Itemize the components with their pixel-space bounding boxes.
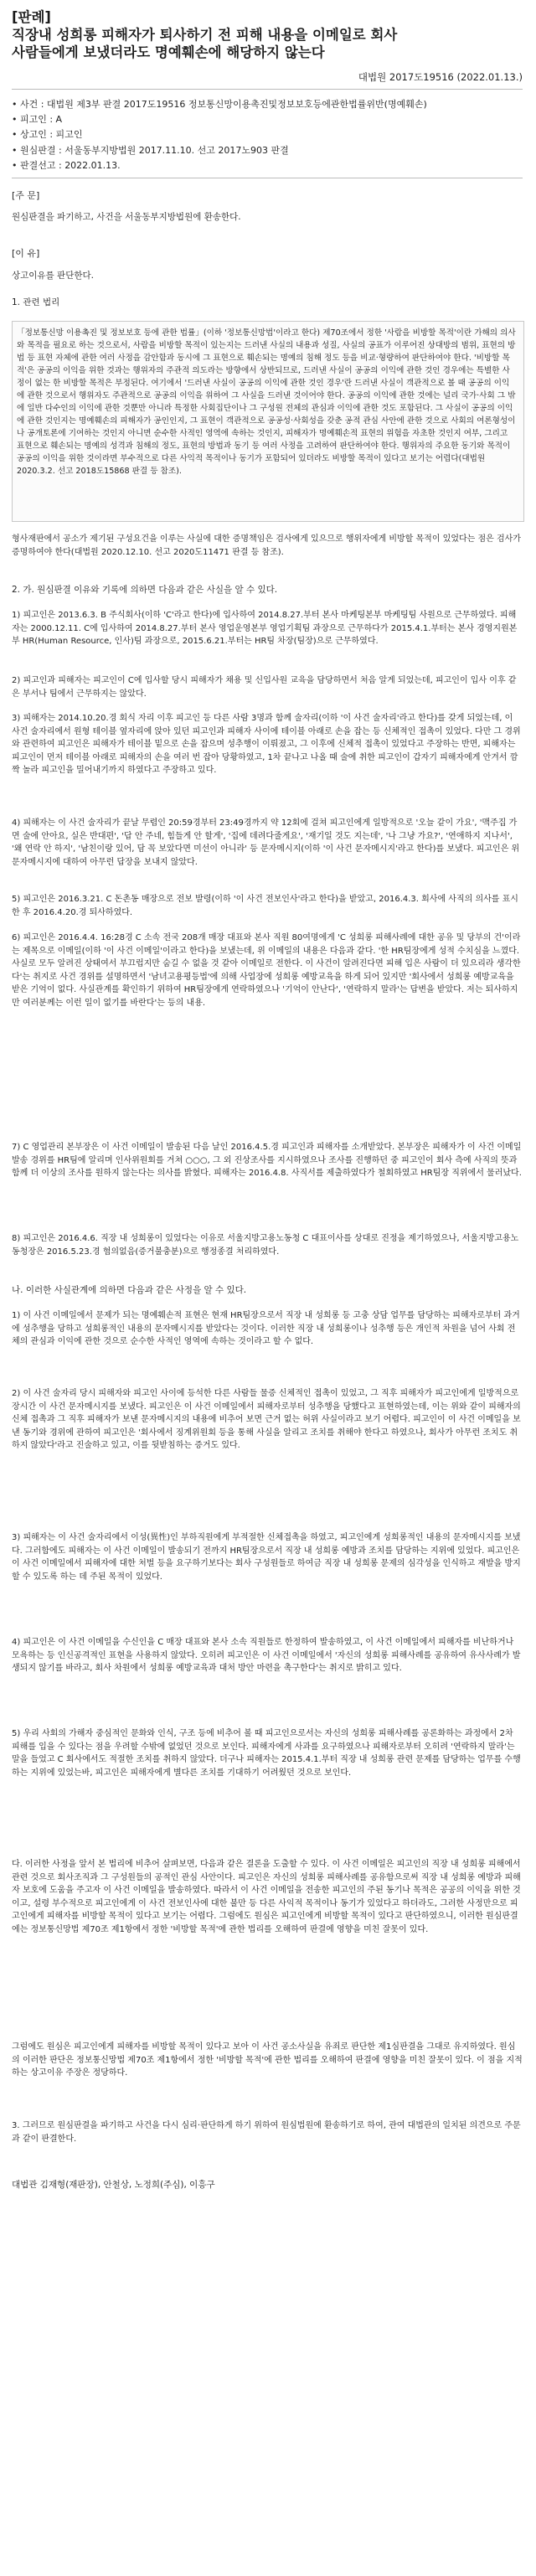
conclusion-paragraph: 그럼에도 원심은 피고인에게 피해자를 비방할 목적이 있다고 보아 이 사건 공소사실을 유죄로 판단한 제1심판결을 그대로 유지하였다. 원심의 이러한 판단은 정보통신망법 제70조 제1항에서 정한 '비방할 목적'에 관한 법리를 오해하여 판결에 영향을 미친 잘못이 있다. 이 점을 지적하는 상고이유 주장은 정당하다. xyxy=(12,2042,523,2078)
document-header xyxy=(12,8,506,61)
case-info-item: • 상고인 : 피고인 xyxy=(12,129,83,141)
final-order-paragraph: 3. 그러므로 원심판결을 파기하고 사건을 다시 심리·판단하게 하기 위하여 원심법원에 환송하기로 하여, 관여 대법관의 일치된 의견으로 주문과 같이 판결한다. xyxy=(12,2121,521,2144)
case-info-item: • 판결선고 : 2022.01.13. xyxy=(12,159,121,171)
quoted-law-text: 「정보통신망 이용촉진 및 정보보호 등에 관한 법률」(이하 '정보통신망법'이라고 한다) 제70조에서 정한 '사람을 비방할 목적'이란 가해의 의사와 목적을 필요로 하는 것으로서, 사람을 비방할 목적이 있는지는 드러낸 사실의 내용과 성질, 사실의 공표가 이루어진 상대방의 범위, 표현의 방법 등 표현 자체에 관한 여러 사정을 감안함과 동시에 그 표현으로 훼손되는 명예의 침해 정도 등을 비교·형량하여 판단하여야 한다. '비방할 목적'은 공공의 이익을 위한 것과는 행위자의 주관적 의도라는 방향에서 상반되므로, 드러낸 사실이 공공의 이익에 관한 것인 경우에는 특별한 사정이 없는 한 비방할 목적은 부정된다. 여기에서 '드러낸 사실이 공공의 이익에 관한 것인 경우'란 드러낸 사실이 객관적으로 볼 때 공공의 이익에 관한 것으로서 행위자도 주관적으로 공공의 이익을 위하여 그 사실을 드러낸 것이어야 한다. 공공의 이익에 관한 것에는 널리 국가·사회 그 밖에 일반 다수인의 이익에 관한 것뿐만 아니라 특정한 사회집단이나 그 구성원 전체의 관심과 이익에 관한 것도 포함된다. 그 사실이 공공의 이익에 관한 것인지는 명예훼손의 피해자가 공인인지, 그 표현이 객관적으로 공공성·사회성을 갖춘 공적 관심 사안에 관한 것으로 사회의 여론형성이나 공개토론에 기여하는 것인지 아니면 순수한 사적인 영역에 속하는 것인지, 피해자가 명예훼손적 표현의 위험을 자초한 것인지 여부, 그리고 표현으로 훼손되는 명예의 성격과 침해의 정도, 표현의 방법과 동기 등 여러 사정을 고려하여 판단하여야 한다. 행위자의 주요한 동기와 목적이 공공의 이익을 위한 것이라면 부수적으로 다른 사익적 목적이나 동기가 포함되어 있더라도 비방할 목적이 있다고 보기는 어렵다(대법원 2020.3.2. 선고 2018도15868 판결 등 참조). xyxy=(17,328,516,476)
case-info-list xyxy=(12,97,523,173)
fact-paragraph: 4) 피해자는 이 사건 술자리가 끝날 무렵인 20:59경부터 23:49경까지 약 12회에 걸쳐 피고인에게 일방적으로 '오늘 같이 가요', '맥주집 가면 술에 안아요, 실은 반대편', '답 안 주네, 힘들게 안 할게', '집에 데려다줄게요', '재기일 것도 지는데', '나 그냥 가요?', '연애하지 지나서', '왜 연락 안 하지', '남친이랑 있어, 담 꼭 보았다면 미선이 아니라' 등 문자메시지(이하 '이 사건 문자메시지'라고 한다)를 보냈다. 피고인은 위 문자메시지에 대하여 아무런 답장을 보내지 않았다. xyxy=(12,818,520,867)
page-title xyxy=(12,8,506,61)
reasons-intro: 상고이유를 판단한다. xyxy=(12,271,94,281)
holding-text: 원심판결을 파기하고, 사건을 서울동부지방법원에 환송한다. xyxy=(12,212,241,222)
case-info-item: • 원심판결 : 서울동부지방법원 2017.11.10. 선고 2017노903 판결 xyxy=(12,144,289,156)
reasons-heading: [이 유] xyxy=(12,248,40,259)
conclusion-paragraph: 다. 이러한 사정을 앞서 본 법리에 비추어 살펴보면, 다음과 같은 결론을 도출할 수 있다. 이 사건 이메일은 피고인의 직장 내 성희롱 피해에서 관련 것으로 회사조직과 그 구성원들의 공적인 관심 사안이다. 피고인은 자신의 성희롱 피해사례를 공유함으로써 직장 내 성희롱 예방과 피해자 보호에 도움을 주고자 이 사건 이메일을 발송하였다. 따라서 이 사건 이메일을 전송한 피고인의 주된 동기나 목적은 공공의 이익을 위한 것이고, 설령 부수적으로 피고인에게 이 사건 전보인사에 대한 불만 등 다른 사익적 목적이나 동기가 있었다고 하더라도, 그러한 사정만으로 피고인에게 피해자를 비방할 목적이 있다고 보기는 어렵다. 그럼에도 원심은 피고인에게 비방할 목적이 있다고 판단하였으니, 이러한 원심판결에는 정보통신망법 제70조 제1항에서 정한 '비방할 목적'에 관한 법리를 오해하여 판결에 영향을 미친 잘못이 있다. xyxy=(12,1860,521,1934)
section-1-title: 1. 관련 법리 xyxy=(12,297,60,307)
circumstance-paragraph: 5) 우리 사회의 가해자 중심적인 문화와 인식, 구조 등에 비추어 볼 때 피고인으로서는 자신의 성희롱 피해사례를 공론화하는 과정에서 2차 피해를 입을 수 있다는 점을 우려할 수밖에 없었던 것으로 보인다. 피해자에게 사과를 요구하였으나 피해자로부터 오히려 '연락하지 말라'는 말을 들었고 C 회사에서도 적절한 조치를 취하지 않았다. 더구나 피해자는 2015.4.1.부터 직장 내 성희롱 관련 문제를 담당하는 업무를 수행하는 지위에 있었는바, 피고인은 피해자에게 별다른 조치를 기대하기 어려웠던 것으로 보인다. xyxy=(12,1729,521,1778)
fact-paragraph: 7) C 영업관리 본부장은 이 사건 이메일이 발송된 다음 날인 2016.4.5.경 피고인과 피해자를 소개받았다. 본부장은 피해자가 이 사건 이메일 발송 경위를 HR팀에 알리며 인사위원회를 거쳐 ○○○, 그 외 진상조사를 지시하였으나 조사를 진행하던 중 피고인이 회사 측에 사직의 뜻과 함께 더 이상의 조사를 원하지 않는다는 의사를 밝혔다. 피해자는 2016.4.8. 사직서를 제출하였다가 철회하였고 HR팀장 직위에서 물러났다. xyxy=(12,1143,522,1179)
circumstance-paragraph: 4) 피고인은 이 사건 이메일을 수신인을 C 매장 대표와 본사 소속 직원들로 한정하여 발송하였고, 이 사건 이메일에서 피해자를 비난하거나 모욕하는 등 인신공격적인 표현을 사용하지 않았다. 오히려 피고인은 이 사건 이메일에서 '자신의 성희롱 피해사례를 공유하여 유사사례가 발생되지 않기를 바라고, 회사 차원에서 성희롱 예방교육과 대처 방안 마련을 촉구한다'는 취지로 밝히고 있다. xyxy=(12,1638,521,1674)
section-2-title: 2. 가. 원심판결 이유와 기록에 의하면 다음과 같은 사실을 알 수 있다. xyxy=(12,585,278,595)
circumstance-paragraph: 3) 피해자는 이 사건 술자리에서 이성(異性)인 부하직원에게 부적절한 신체접촉을 하였고, 피고인에게 성희롱적인 내용의 문자메시지를 보냈다. 그러함에도 피해자는 이 사건 이메일이 발송되기 전까지 HR팀장으로서 직장 내 성희롱 예방과 조치를 담당하는 지위에 있었다. 피고인은 이 사건 이메일에서 피해자에 대한 처벌 등을 요구하기보다는 회사 구성원들로 하여금 직장 내 성희롱 문제의 심각성을 인식하고 재발을 방지할 수 있도록 하는 데 주된 목적이 있었다. xyxy=(12,1533,521,1582)
title-line-1: 직장내 성희롱 피해자가 퇴사하기 전 피해 내용을 이메일로 회사 xyxy=(12,27,398,43)
header-divider xyxy=(12,89,523,90)
court-case-number: 대법원 2017도19516 (2022.01.13.) xyxy=(358,71,523,83)
title-line-2: 사람들에게 보냈더라도 명예훼손에 해당하지 않는다 xyxy=(12,44,325,60)
fact-paragraph: 3) 피해자는 2014.10.20.경 회식 자리 이후 피고인 등 다른 사람 3명과 함께 술자리(이하 '이 사건 술자리'라고 한다)를 갖게 되었는데, 이 사건 술자리에서 원형 테이블 옆자리에 앉아 있던 피고인과 피해자 사이에 테이블 아래로 손을 잡는 등 신체적인 접촉이 있었다. 다만 그 경위와 관련하여 피고인은 피해자가 테이블 밑으로 손을 잡으며 성추행이 이뤄졌고, 그 이후에 신체적 접촉이 있었다고 주장하는 반면, 피해자는 피고인이 먼저 테이블 아래로 피해자의 손을 여러 번 잡아 당황하였고, 1차 끝나고 나올 때 술에 취한 피고인이 갑자기 피해자에게 안겨서 깜짝 놀라 피고인을 밀어내기까지 하였다고 주장하고 있다. xyxy=(12,714,521,776)
case-info-item: • 사건 : 대법원 제3부 판결 2017도19516 정보통신망이용촉진및정보보호등에관한법률위반(명예훼손) xyxy=(12,99,427,110)
section-2b-title: 나. 이러한 사실관계에 의하면 다음과 같은 사정을 알 수 있다. xyxy=(12,1285,247,1295)
fact-paragraph: 1) 피고인은 2013.6.3. B 주식회사(이하 'C'라고 한다)에 입사하여 2014.8.27.부터 본사 마케팅본부 마케팅팀 사원으로 근무하였다. 피해자는 2000.12.11. C에 입사하여 2014.8.27.부터 본사 영업운영본부 영업기획팀 과장으로 근무하다가 2015.4.1.부터는 본사 경영지원본부 HR(Human Resource, 인사)팀 과장으로, 2015.6.21.부터는 HR팀 차장(팀장)으로 근무하였다. xyxy=(12,611,518,647)
fact-paragraph: 8) 피고인은 2016.4.6. 직장 내 성희롱이 있었다는 이유로 서울지방고용노동청 C 대표이사를 상대로 진정을 제기하였으나, 서울지방고용노동청장은 2016.5.23.경 혐의없음(증거불충분)으로 행정종결 처리하였다. xyxy=(12,1234,519,1257)
case-info-item: • 피고인 : A xyxy=(12,114,63,126)
circumstance-paragraph: 2) 이 사건 술자리 당시 피해자와 피고인 사이에 등석한 다른 사람들 물증 신체적인 접촉이 있었고, 그 직후 피해자가 피고인에게 일방적으로 장시간 이 사건 문자메시지를 보냈다. 피고인은 이 사건 이메일에서 피해자로부터 성추행을 당했다고 표현하였는데, 이는 위와 같이 피해자의 신체 접촉과 그 직후 피해자가 보낸 문자메시지의 내용에 비추어 보면 근거 없는 허위 사실이라고 보기 어렵다. 피고인이 이 사건 이메일을 보낸 동기와 경위에 관하여 피고인은 '회사에서 징계위원회 등을 통해 사실을 알리고 조치를 취해야 한다고 하였으나, 회사가 아무런 조치도 취하지 않았다'라고 진술하고 있고, 이를 뒷받침하는 증거도 있다. xyxy=(12,1389,521,1451)
judges-signature: 대법관 김재형(재판장), 안철상, 노정희(주심), 이흥구 xyxy=(12,2180,215,2190)
fact-paragraph: 2) 피고인과 피해자는 피고인이 C에 입사할 당시 피해자가 채용 및 신입사원 교육을 담당하면서 처음 알게 되었는데, 피고인이 입사 이후 같은 부서나 팀에서 근무하지는 않았다. xyxy=(12,676,517,699)
evidence-rule-text: 형사재판에서 공소가 제기된 구성요건을 이루는 사실에 대한 증명책임은 검사에게 있으므로 행위자에게 비방할 목적이 있었다는 점은 검사가 증명하여야 한다(대법원 2020.12.10. 선고 2020도11471 판결 등 참조). xyxy=(12,534,521,557)
holding-heading: [주 문] xyxy=(12,190,40,201)
title-line-label: [판례] xyxy=(12,9,51,25)
fact-paragraph: 5) 피고인은 2016.3.21. C 돈촌동 매장으로 전보 발령(이하 '이 사건 전보인사'라고 한다)을 받았고, 2016.4.3. 회사에 사직의 의사를 표시한 후 2016.4.20.경 퇴사하였다. xyxy=(12,895,518,917)
circumstance-paragraph: 1) 이 사건 이메일에서 문제가 되는 명예훼손적 표현은 현재 HR팀장으로서 직장 내 성희롱 등 고충 상담 업무를 담당하는 피해자로부터 과거에 성추행을 당하고 성희롱적인 내용의 문자메시지를 받았다는 것이다. 이러한 직장 내 성희롱이나 성추행 등은 개인적 차원을 넘어 사회 전체의 관심과 이익에 관한 것으로 순수한 사적인 영역에 속하는 것이라고 할 수 없다. xyxy=(12,1311,520,1347)
fact-paragraph: 6) 피고인은 2016.4.4. 16:28경 C 소속 전국 208개 매장 대표와 본사 직원 80여명에게 'C 성희롱 피해사례에 대한 공유 및 당부의 건'이라는 제목으로 이메일(이하 '이 사건 이메일'이라고 한다)을 보냈는데, 위 이메일의 내용은 다음과 같다. '한 HR팀장에게 성적 수치심을 느꼈다. 사실로 모두 알려진 상태여서 부끄럽지만 숨길 수 없을 것 같아 이메일로 전한다. 이 사건이 알려진다면 피해 입은 사람이 더 있으리라 생각한다'는 취지로 사건 경위를 설명하면서 '남녀고용평등법'에 의해 사업장에 성희롱 예방교육을 하게 되어 있지만 '회사에서 성희롱 예방교육을 받은 기억이 없다. 사실관계를 확인하기 위하여 HR팀장에게 연락하였으나 '기억이 안난다', '연락하지 말라'는 답변을 받았다. 저는 퇴사하지만 여러분께는 이런 일이 없기를 바란다'는 등의 내용. xyxy=(12,933,521,1008)
